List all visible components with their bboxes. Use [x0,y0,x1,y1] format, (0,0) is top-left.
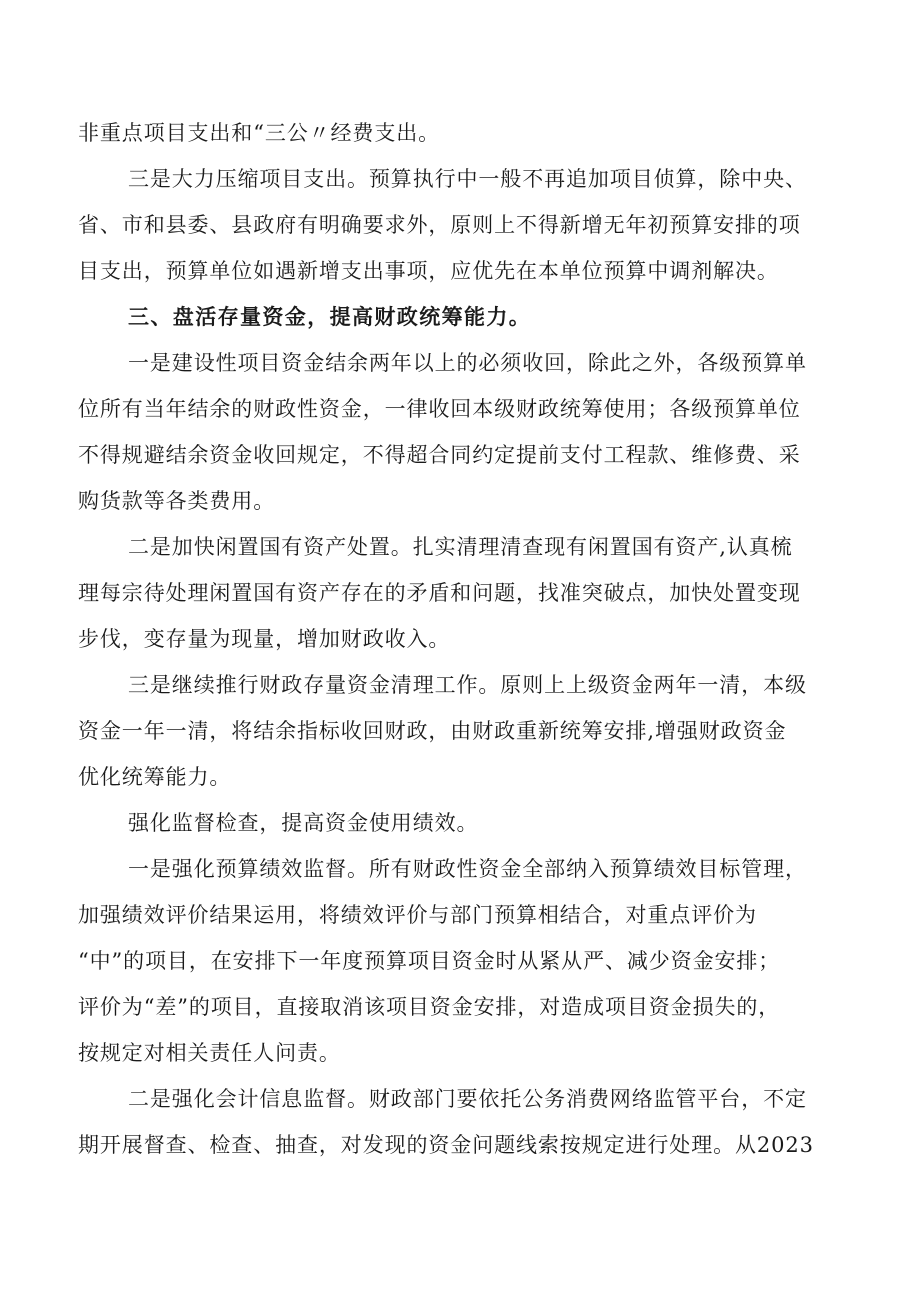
text-line: 期开展督查、检查、抽查，对发现的资金问题线索按规定进行处理。从2023 [78,1133,814,1157]
paragraph-start: 二是强化会计信息监督。财政部门要依托公务消费网络监管平台，不定 [128,1087,807,1111]
paragraph-start: 二是加快闲置国有资产处置。扎实清理清查现有闲置国有资产,认真梳 [128,535,793,559]
text-line: 目支出，预算单位如遇新增支出事项，应优先在本单位预算中调剂解决。 [78,259,779,283]
text-line: 省、市和县委、县政府有明确要求外，原则上不得新增无年初预算安排的项 [78,213,801,237]
text-line: 位所有当年结余的财政性资金，一律收回本级财政统筹使用；各级预算单位 [78,397,801,421]
text-line: 步伐，变存量为现量，增加财政收入。 [78,627,451,651]
text-line: “中”的项目，在安排下一年度预算项目资金时从紧从严、减少资金安排； [78,949,781,973]
paragraph-start: 一是建设性项目资金结余两年以上的必须收回，除此之外，各级预算单 [128,351,807,375]
text-line: 资金一年一清，将结余指标收回财政，由财政重新统筹安排,增强财政资金 [78,719,787,743]
section-heading: 强化监督检查，提高资金使用绩效。 [128,811,479,835]
text-line: 理每宗待处理闲置国有资产存在的矛盾和问题，找准突破点，加快处置变现 [78,581,801,605]
section-heading: 三、盘活存量资金，提高财政统筹能力。 [128,304,532,329]
text-line: 非重点项目支出和“三公〃经费支出。 [78,121,441,145]
paragraph-start: 一是强化预算绩效监督。所有财政性资金全部纳入预算绩效目标管理， [128,857,807,881]
paragraph-start: 三是大力压缩项目支出。预算执行中一般不再追加项目侦算，除中央、 [128,167,807,191]
text-line: 评价为“差”的项目，直接取消该项目资金安排，对造成项目资金损失的， [78,995,781,1019]
text-line: 优化统筹能力。 [78,765,232,789]
text-line: 加强绩效评价结果运用，将绩效评价与部门预算相结合，对重点评价为 [78,903,757,927]
text-line: 按规定对相关责任人问责。 [78,1041,341,1065]
text-line: 不得规避结余资金收回规定，不得超合同约定提前支付工程款、维修费、采 [78,443,801,467]
paragraph-start: 三是继续推行财政存量资金清理工作。原则上上级资金两年一清，本级 [128,673,807,697]
text-line: 购货款等各类费用。 [78,489,276,513]
